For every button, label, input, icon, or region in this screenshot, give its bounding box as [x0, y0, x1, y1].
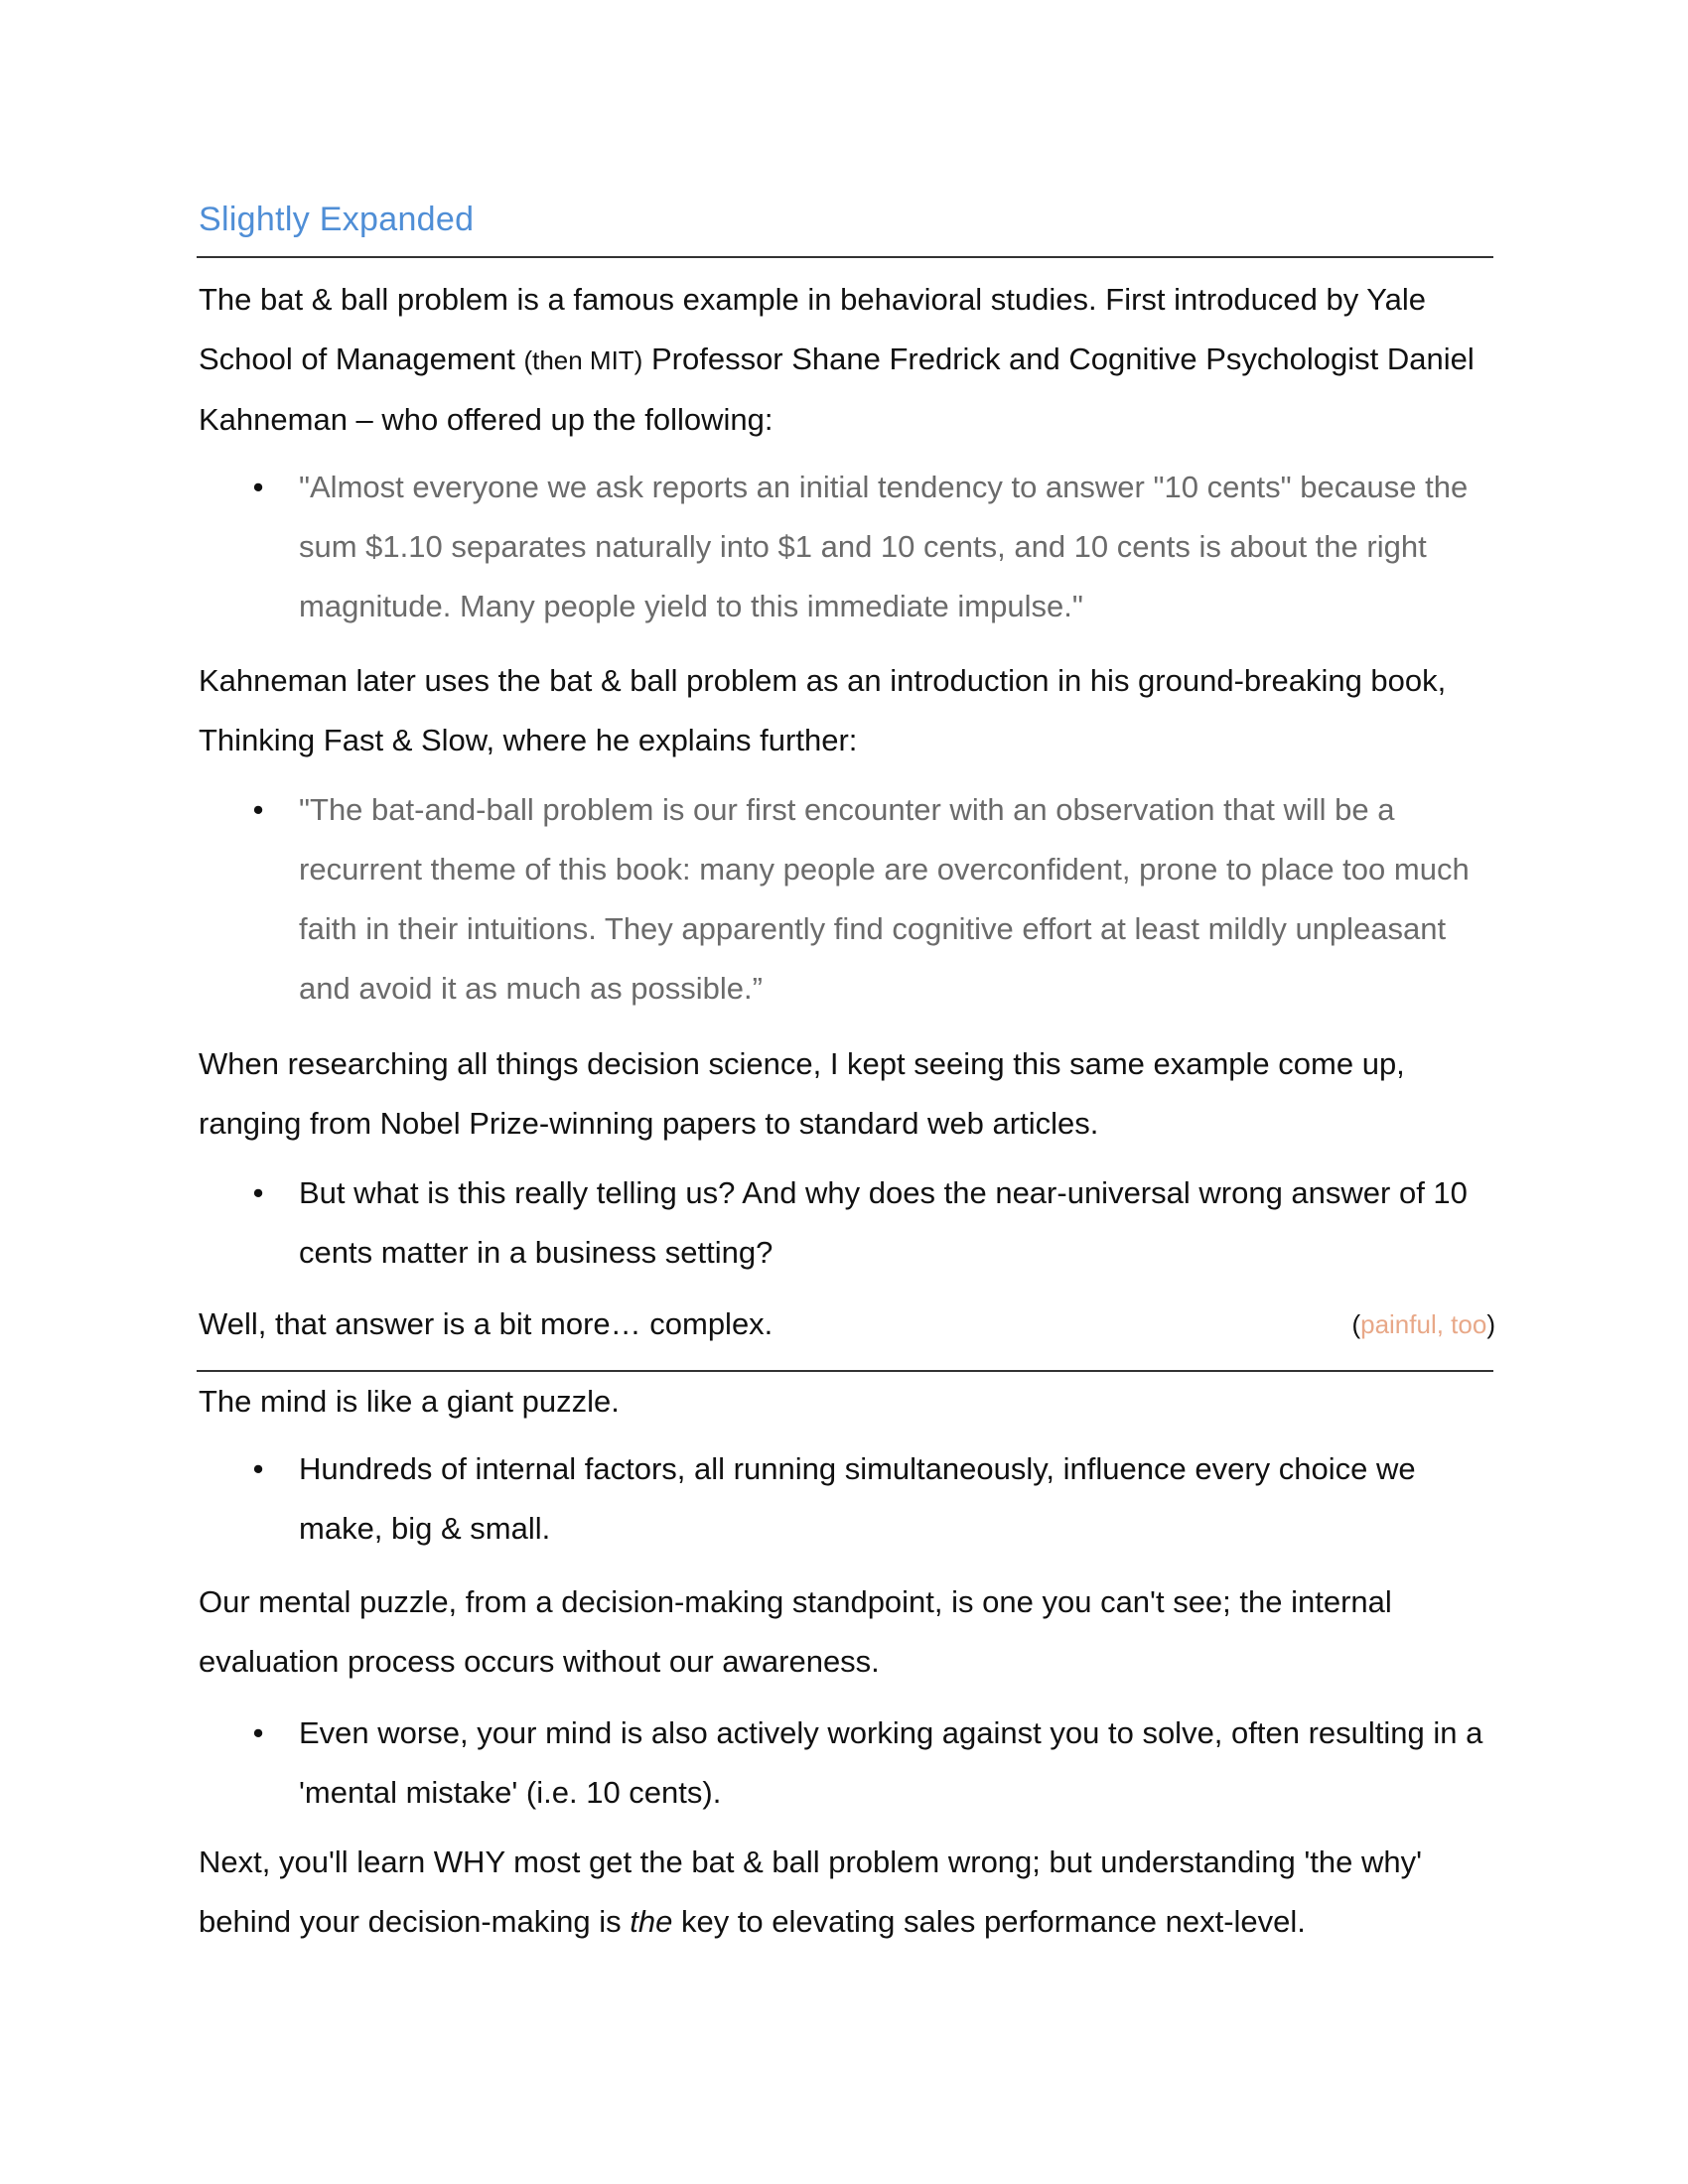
complex-paragraph — [199, 1295, 1495, 1354]
bullet-dot: • — [252, 792, 264, 827]
aside-note — [1351, 1295, 1495, 1354]
intro-aside: (then MIT) — [523, 345, 643, 375]
worse-text: Even worse, your mind is also actively working against you to solve, often resulting in a 'mental mistake' (i.e. 10 cents). — [299, 1715, 1483, 1810]
question-bullet — [248, 1163, 1495, 1283]
factors-bullet — [248, 1439, 1495, 1559]
bullet-dot: • — [252, 470, 264, 504]
quote-bullet-2 — [248, 780, 1495, 1019]
complex-text: Well, that answer is a bit more… complex. — [199, 1306, 774, 1341]
section-heading: Slightly Expanded — [199, 201, 475, 238]
closing-text: Next, you'll learn WHY most get the bat & ball problem wrong; but understanding 'the why' behind your decision-making is — [199, 1844, 1422, 1939]
worse-bullet — [248, 1704, 1495, 1823]
closing-text-end: key to elevating sales performance next-level. — [672, 1904, 1306, 1939]
quote-bullet-1 — [248, 458, 1495, 636]
kahneman-quote: "The bat-and-ball problem is our first encounter with an observation that will be a recurrent theme of this book: many people are overconfident, prone to place too much faith in their intuitions. They apparently find cognitive effort at least mildly unpleasant and avoid it as much as possible.” — [299, 792, 1470, 1006]
puzzle-paragraph: The mind is like a giant puzzle. — [199, 1384, 620, 1419]
intro-text: The bat & ball problem is a famous example in behavioral studies. First introduced by Yale School of Management — [199, 282, 1427, 376]
fredrick-quote: "Almost everyone we ask reports an initial tendency to answer "10 cents" because the sum $1.10 separates naturally into $1 and 10 cents, and 10 cents is about the right magnitude. Many people yield to this immediate impulse." — [299, 470, 1469, 623]
kahneman-paragraph: Kahneman later uses the bat & ball problem as an introduction in his ground-breaking book, Thinking Fast & Slow, where he explains further: — [199, 663, 1447, 757]
aside-close: ) — [1486, 1309, 1495, 1339]
bullet-dot: • — [252, 1451, 264, 1486]
closing-emphasis: the — [630, 1904, 673, 1939]
aside-text: painful, too — [1360, 1309, 1487, 1339]
heading-divider — [197, 256, 1493, 258]
mental-puzzle-paragraph: Our mental puzzle, from a decision-making standpoint, is one you can't see; the internal evaluation process occurs without our awareness. — [199, 1584, 1392, 1679]
intro-paragraph — [199, 270, 1499, 450]
bullet-dot: • — [252, 1715, 264, 1750]
research-paragraph: When researching all things decision science, I kept seeing this same example come up, ranging from Nobel Prize-winning papers to standard web articles. — [199, 1046, 1405, 1141]
bullet-dot: • — [252, 1175, 264, 1210]
aside-open: ( — [1351, 1309, 1361, 1339]
question-text: But what is this really telling us? And why does the near-universal wrong answer of 10 cents matter in a business setting? — [299, 1175, 1468, 1270]
closing-paragraph — [199, 1833, 1499, 1952]
factors-text: Hundreds of internal factors, all running simultaneously, influence every choice we make, big & small. — [299, 1451, 1416, 1546]
intro-text-end: Professor Shane Fredrick and Cognitive Psychologist Daniel Kahneman – who offered up the following: — [199, 341, 1475, 437]
